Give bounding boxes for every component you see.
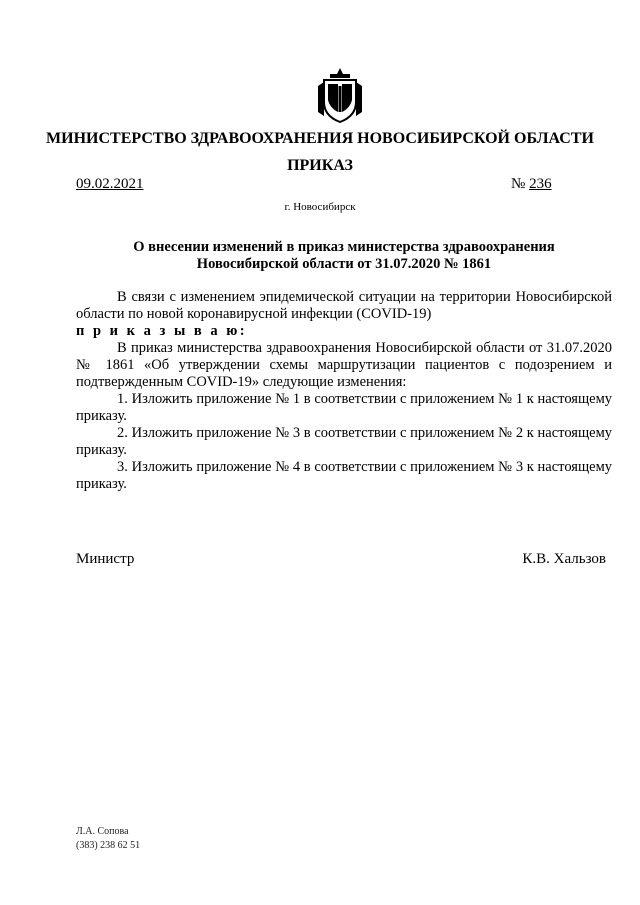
coat-of-arms-icon bbox=[316, 66, 364, 124]
order-date: 09.02.2021 bbox=[76, 176, 144, 192]
order-title bbox=[76, 239, 612, 273]
signatory-name: К.В. Хальзов bbox=[522, 551, 606, 567]
executor-name: Л.А. Сопова bbox=[76, 826, 129, 837]
title-line-2: Новосибирской области от 31.07.2020 № 1861 bbox=[196, 256, 492, 272]
number-value: 236 bbox=[529, 176, 552, 192]
executor-info bbox=[76, 825, 140, 853]
list-item: 3. Изложить приложение № 4 в соответствии с приложением № 3 к настоящему приказу. bbox=[76, 459, 612, 492]
order-number bbox=[511, 176, 552, 193]
order-body bbox=[76, 289, 612, 493]
intro-paragraph: В связи с изменением эпидемической ситуации на территории Новосибирской области по новой коронавирусной инфекции (COVID-19) bbox=[76, 289, 612, 322]
executor-phone: (383) 238 62 51 bbox=[76, 840, 141, 851]
signatory-position: Министр bbox=[76, 551, 135, 567]
list-item: 1. Изложить приложение № 1 в соответствии с приложением № 1 к настоящему приказу. bbox=[76, 391, 612, 424]
ministry-name: МИНИСТЕРСТВО ЗДРАВООХРАНЕНИЯ НОВОСИБИРСКОЙ ОБЛАСТИ bbox=[46, 130, 594, 147]
city: г. Новосибирск bbox=[284, 201, 356, 213]
amendment-paragraph: В приказ министерства здравоохранения Новосибирской области от 31.07.2020 № 1861 «Об утверждении схемы маршрутизации пациентов с подозрением и подтвержденным COVID-19» следующие изменения: bbox=[76, 340, 612, 390]
title-line-1: О внесении изменений в приказ министерства здравоохранения bbox=[133, 239, 555, 255]
order-verb bbox=[76, 323, 612, 340]
document-type: ПРИКАЗ bbox=[287, 157, 353, 174]
number-prefix: № bbox=[511, 176, 526, 192]
order-verb-text: п р и к а з ы в а ю: bbox=[76, 323, 248, 339]
list-item: 2. Изложить приложение № 3 в соответствии с приложением № 2 к настоящему приказу. bbox=[76, 425, 612, 458]
